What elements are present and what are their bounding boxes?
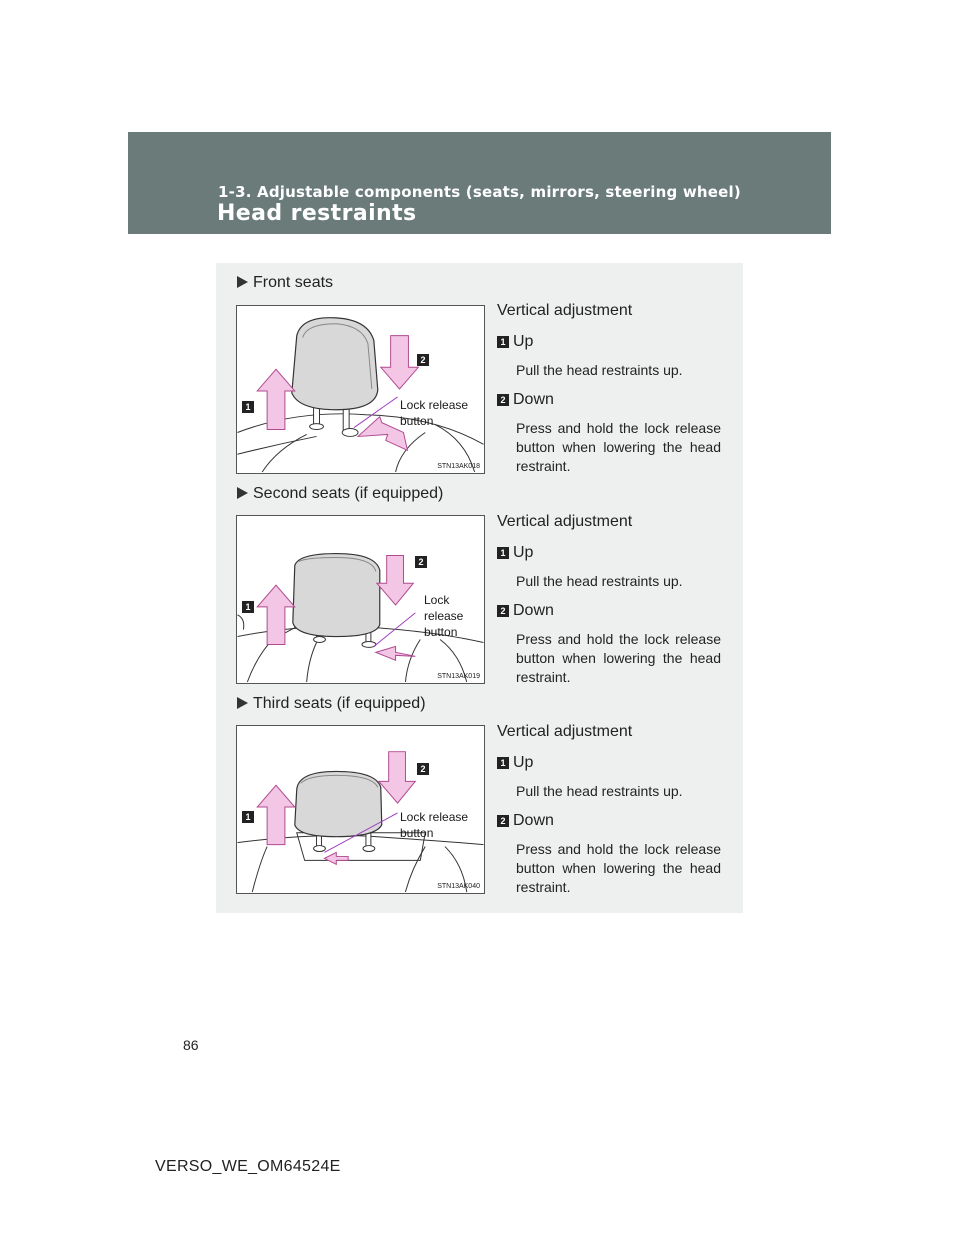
step-down-description: Press and hold the lock release button when lowering the head restraint. <box>516 631 721 685</box>
page-title: Head restraints <box>217 201 417 226</box>
figure-code: STN13AK040 <box>437 883 480 890</box>
callout-lock-release-button: Lock release button <box>424 593 464 639</box>
step-up: 1 Up <box>497 754 721 772</box>
step-up: 1 Up <box>497 333 721 351</box>
document-code: VERSO_WE_OM64524E <box>155 1158 341 1175</box>
step-number-1-icon: 1 <box>497 757 509 769</box>
badge-1-icon: 1 <box>242 401 254 413</box>
figure-code: STN13AK018 <box>437 463 480 470</box>
step-number-1-icon: 1 <box>497 547 509 559</box>
figure-code: STN13AK019 <box>437 673 480 680</box>
step-down-description: Press and hold the lock release button when lowering the head restraint. <box>516 841 721 895</box>
section-heading-third-seats: Third seats (if equipped) <box>237 695 426 713</box>
step-down: 2 Down <box>497 602 721 620</box>
step-down: 2 Down <box>497 812 721 830</box>
step-number-2-icon: 2 <box>497 605 509 617</box>
badge-1-icon: 1 <box>242 811 254 823</box>
triangle-bullet-icon <box>237 697 248 709</box>
adjustment-title: Vertical adjustment <box>497 723 633 740</box>
badge-1-icon: 1 <box>242 601 254 613</box>
front-seat-head-restraint-illustration <box>237 306 484 473</box>
figure-second-seats <box>236 515 485 684</box>
text-column-second-seats <box>497 513 721 698</box>
badge-2-icon: 2 <box>417 354 429 366</box>
adjustment-title: Vertical adjustment <box>497 302 633 319</box>
adjustment-title: Vertical adjustment <box>497 513 633 530</box>
section-heading-second-seats: Second seats (if equipped) <box>237 485 443 503</box>
step-up-description: Pull the head restraints up. <box>516 573 683 589</box>
step-number-2-icon: 2 <box>497 394 509 406</box>
step-up-description: Pull the head restraints up. <box>516 783 683 799</box>
figure-front-seats <box>236 305 485 474</box>
step-up-description: Pull the head restraints up. <box>516 362 683 378</box>
figure-third-seats <box>236 725 485 894</box>
callout-lock-release-button: Lock release button <box>400 810 469 840</box>
step-down: 2 Down <box>497 391 721 409</box>
step-up: 1 Up <box>497 544 721 562</box>
step-number-2-icon: 2 <box>497 815 509 827</box>
step-number-1-icon: 1 <box>497 336 509 348</box>
section-title: 1-3. Adjustable components (seats, mirrors, steering wheel) <box>218 183 741 201</box>
badge-2-icon: 2 <box>415 556 427 568</box>
badge-2-icon: 2 <box>417 763 429 775</box>
step-down-description: Press and hold the lock release button when lowering the head restraint. <box>516 420 721 474</box>
page-number: 86 <box>183 1037 199 1053</box>
triangle-bullet-icon <box>237 487 248 499</box>
section-heading-front-seats: Front seats <box>237 274 333 292</box>
triangle-bullet-icon <box>237 276 248 288</box>
callout-lock-release-button: Lock release button <box>400 398 469 428</box>
text-column-third-seats <box>497 723 721 908</box>
text-column-front-seats <box>497 302 721 487</box>
